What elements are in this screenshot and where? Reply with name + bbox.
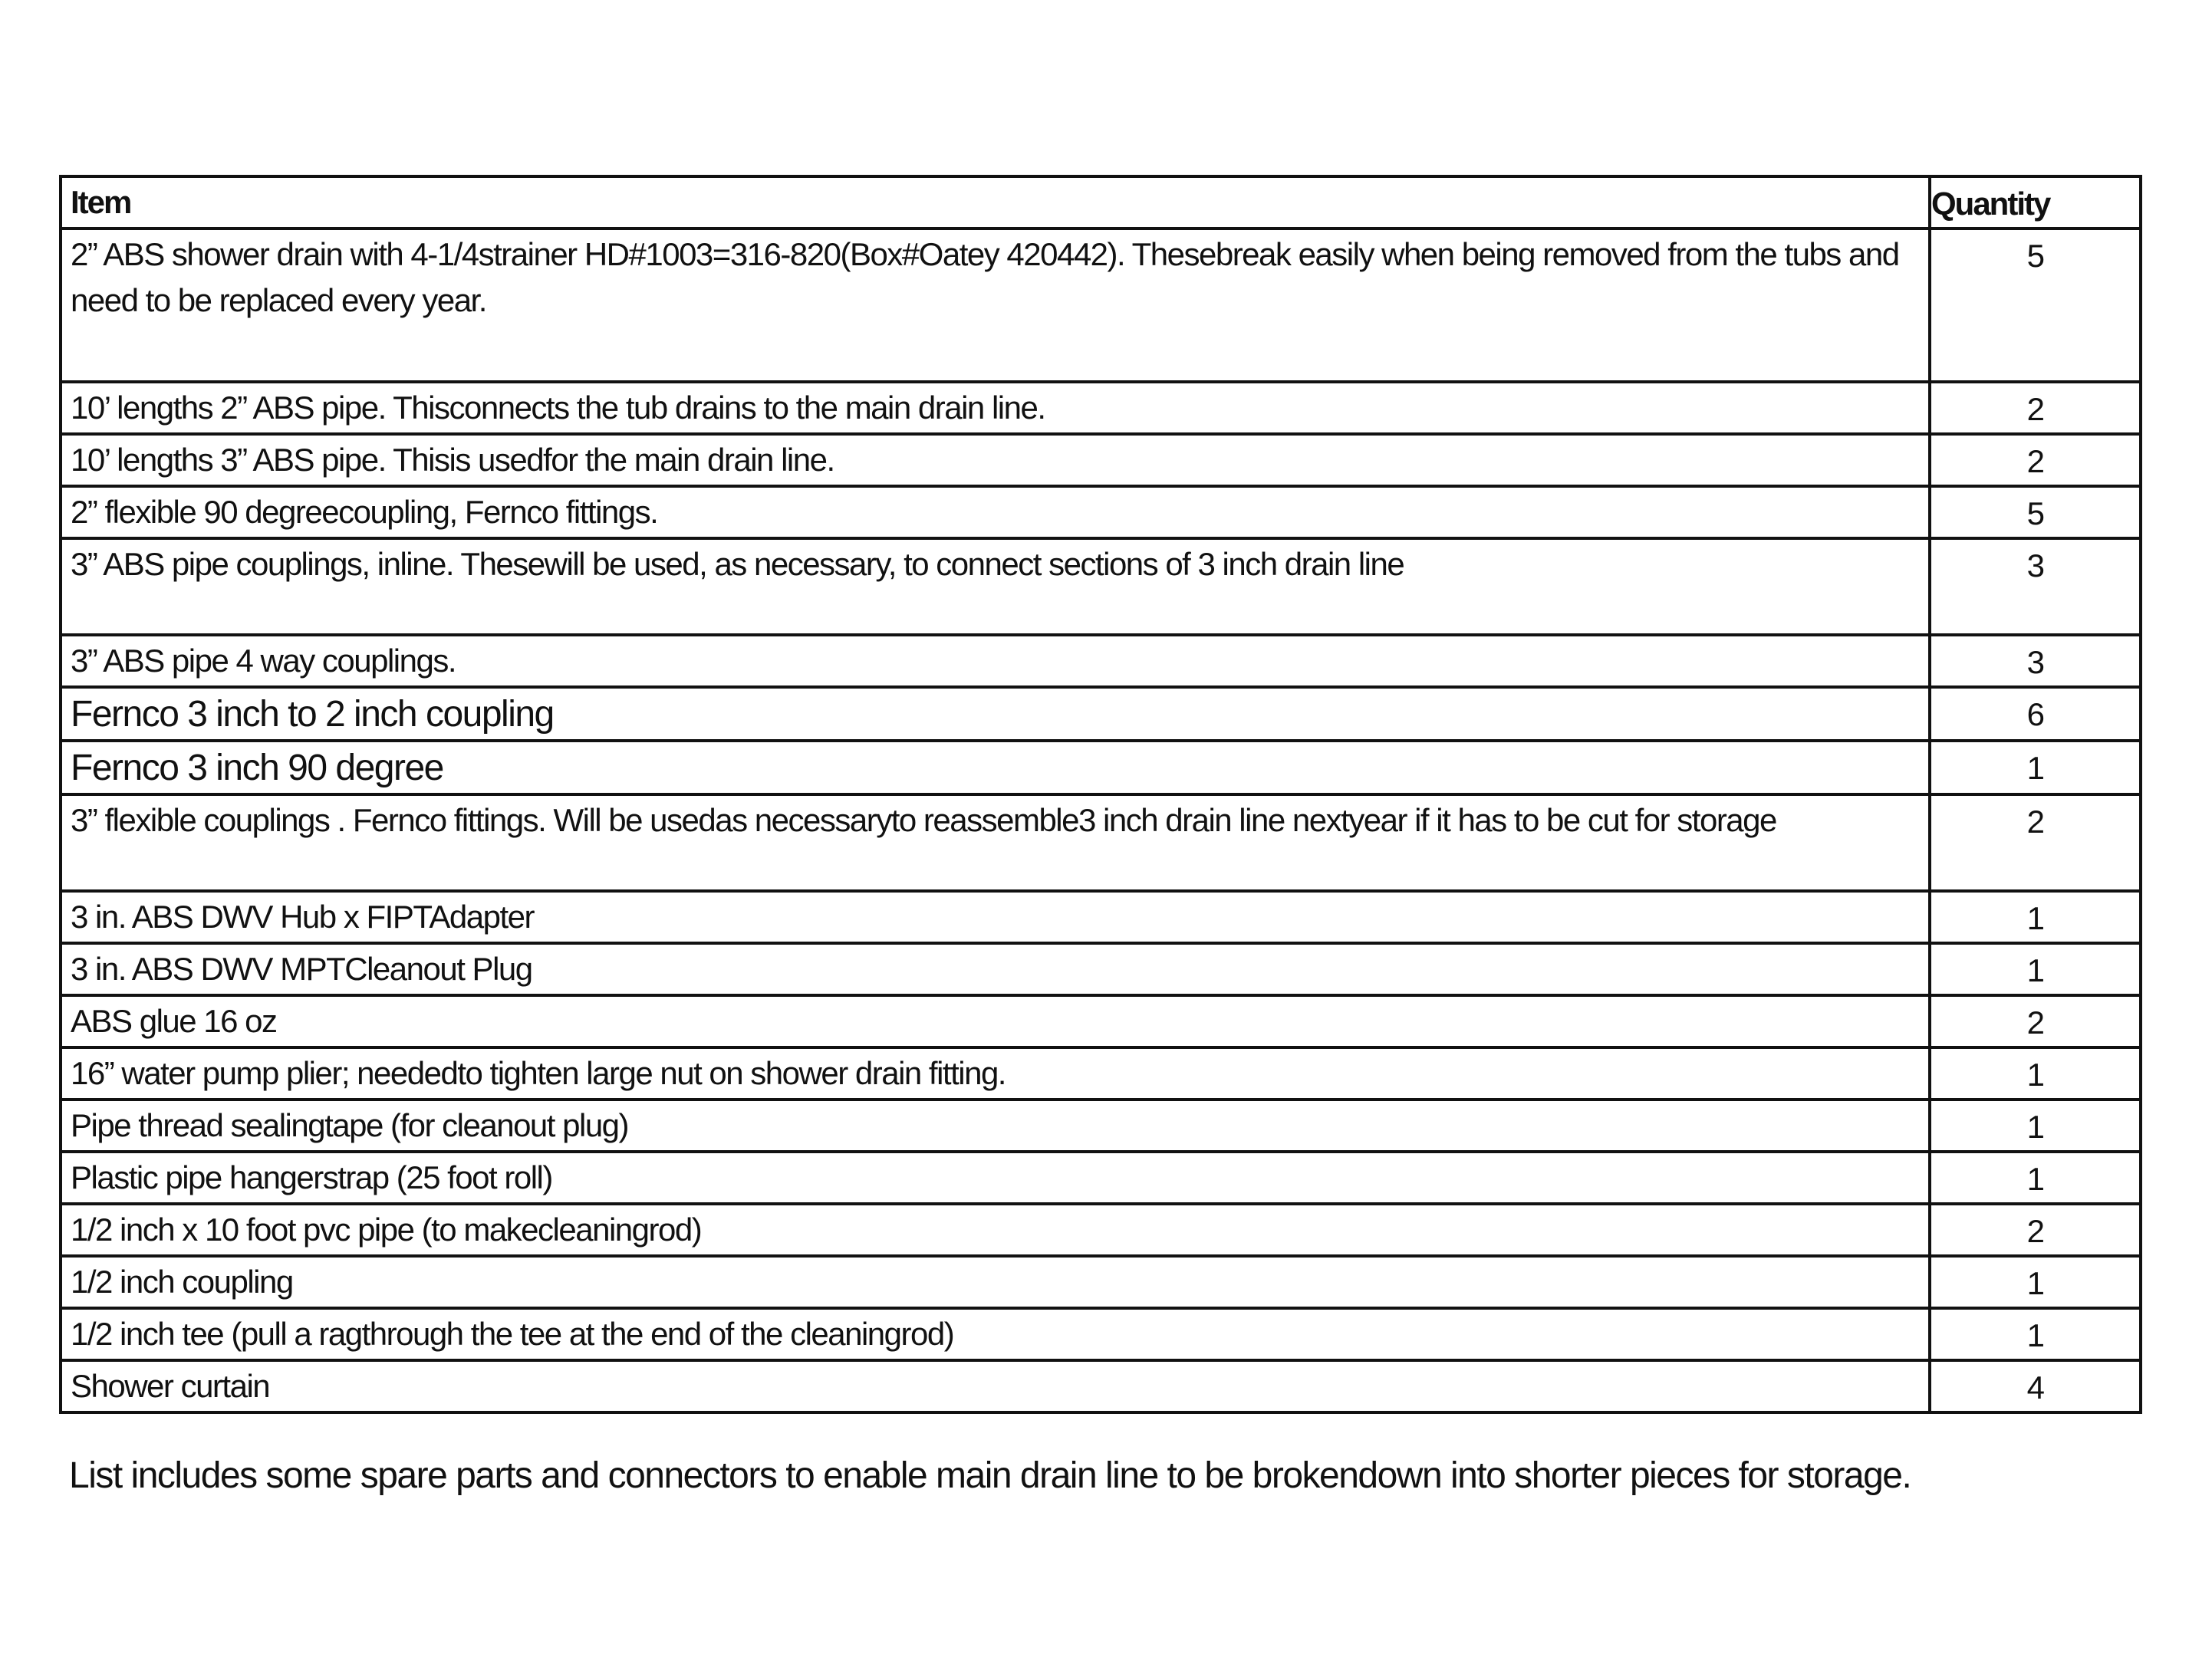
item-cell: 3” flexible couplings . Fernco fittings. Will be usedas necessaryto reassemble3 inch drain line nextyear if it has to be cut for storage [61,794,1930,891]
table-row [61,1360,2141,1412]
quantity-cell: 1 [1930,1152,2141,1204]
item-cell: 16” water pump plier; neededto tighten large nut on shower drain fitting. [61,1047,1930,1100]
item-cell: 3 in. ABS DWV MPTCleanout Plug [61,943,1930,995]
quantity-cell: 1 [1930,1100,2141,1152]
quantity-cell: 2 [1930,1204,2141,1256]
item-cell: 3” ABS pipe 4 way couplings. [61,635,1930,687]
quantity-cell: 6 [1930,687,2141,741]
item-cell: 3” ABS pipe couplings, inline. Thesewill be used, as necessary, to connect sections of 3 inch drain line [61,538,1930,635]
table-row [61,228,2141,382]
table-row [61,995,2141,1047]
footnote: List includes some spare parts and connectors to enable main drain line to be brokendown into shorter pieces for storage. [69,1455,1911,1496]
table-row [61,891,2141,943]
quantity-cell: 2 [1930,434,2141,486]
quantity-cell: 3 [1930,635,2141,687]
table-row [61,1308,2141,1360]
item-cell: Shower curtain [61,1360,1930,1412]
table-row [61,382,2141,434]
parts-table [59,175,2142,1414]
table-header-row [61,176,2141,228]
quantity-cell: 2 [1930,794,2141,891]
quantity-cell: 1 [1930,741,2141,794]
table-row [61,1256,2141,1308]
quantity-cell: 1 [1930,1256,2141,1308]
quantity-cell: 2 [1930,382,2141,434]
table-row [61,434,2141,486]
header-quantity: Quantity [1930,176,2141,228]
table-row [61,538,2141,635]
item-cell: Pipe thread sealingtape (for cleanout plug) [61,1100,1930,1152]
item-cell: 3 in. ABS DWV Hub x FIPTAdapter [61,891,1930,943]
table-row [61,1047,2141,1100]
quantity-cell: 1 [1930,891,2141,943]
quantity-cell: 5 [1930,228,2141,382]
table-row [61,943,2141,995]
quantity-cell: 4 [1930,1360,2141,1412]
item-cell: Fernco 3 inch to 2 inch coupling [61,687,1930,741]
quantity-cell: 5 [1930,486,2141,538]
table-row [61,635,2141,687]
quantity-cell: 1 [1930,1308,2141,1360]
quantity-cell: 3 [1930,538,2141,635]
quantity-cell: 1 [1930,943,2141,995]
table-row [61,1204,2141,1256]
item-cell: Fernco 3 inch 90 degree [61,741,1930,794]
item-cell: 2” flexible 90 degreecoupling, Fernco fittings. [61,486,1930,538]
item-cell: 10’ lengths 2” ABS pipe. Thisconnects the tub drains to the main drain line. [61,382,1930,434]
item-cell: 1/2 inch x 10 foot pvc pipe (to makecleaningrod) [61,1204,1930,1256]
table-row [61,1152,2141,1204]
item-cell: 2” ABS shower drain with 4-1/4strainer HD#1003=316-820(Box#Oatey 420442). Thesebreak easily when being removed from the tubs and need to be replaced every year. [61,228,1930,382]
item-cell: Plastic pipe hangerstrap (25 foot roll) [61,1152,1930,1204]
table-row [61,1100,2141,1152]
quantity-cell: 1 [1930,1047,2141,1100]
table-row [61,687,2141,741]
table-row [61,794,2141,891]
quantity-cell: 2 [1930,995,2141,1047]
item-cell: 1/2 inch coupling [61,1256,1930,1308]
header-item: Item [61,176,1930,228]
item-cell: 10’ lengths 3” ABS pipe. Thisis usedfor the main drain line. [61,434,1930,486]
item-cell: 1/2 inch tee (pull a ragthrough the tee at the end of the cleaningrod) [61,1308,1930,1360]
table-row [61,486,2141,538]
item-cell: ABS glue 16 oz [61,995,1930,1047]
table-row [61,741,2141,794]
